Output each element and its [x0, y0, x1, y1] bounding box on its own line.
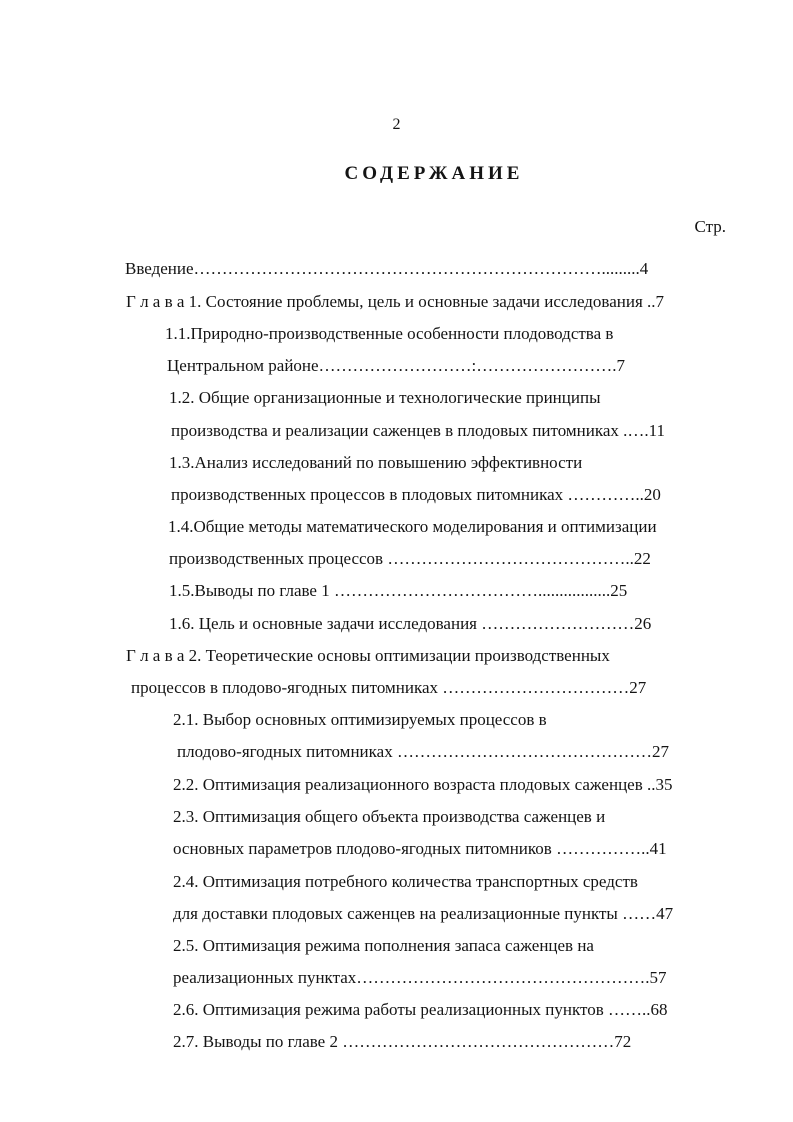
toc-line: производственных процессов ……………………………………..22 [169, 549, 651, 568]
toc-line: 2.6. Оптимизация режима работы реализационных пунктов ……..68 [173, 1000, 668, 1019]
page-title: СОДЕРЖАНИЕ [344, 163, 524, 184]
toc-line: для доставки плодовых саженцев на реализационные пункты ……47 [173, 904, 674, 923]
toc-line: производства и реализации саженцев в плодовых питомниках .….11 [171, 421, 666, 440]
toc-line: Центральном районе………………………:…………………….7 [167, 356, 626, 375]
toc-line: 2.2. Оптимизация реализационного возраста плодовых саженцев ..35 [173, 775, 673, 794]
toc-line: 1.6. Цель и основные задачи исследования ………………………26 [169, 614, 652, 633]
toc-line: 1.4.Общие методы математического моделирования и оптимизации [168, 517, 657, 536]
toc-line: плодово-ягодных питомниках ………………………………………27 [177, 742, 669, 761]
toc-line: 2.3. Оптимизация общего объекта производства саженцев и [173, 807, 606, 826]
page-column-label: Стр. [694, 217, 726, 236]
toc-line: производственных процессов в плодовых питомниках …………..20 [171, 485, 661, 504]
toc-line: Г л а в а 2. Теоретические основы оптимизации производственных [126, 646, 610, 665]
toc-line: Г л а в а 1. Состояние проблемы, цель и основные задачи исследования ..7 [126, 292, 665, 311]
toc-line: 2.4. Оптимизация потребного количества транспортных средств [173, 872, 638, 891]
toc-line: 1.1.Природно-производственные особенности плодоводства в [165, 324, 614, 343]
toc-line: 1.3.Анализ исследований по повышению эффективности [169, 453, 583, 472]
toc-line: Введение……………………………………………………………….........4 [125, 259, 649, 278]
page-number: 2 [392, 116, 401, 133]
toc-line: 1.5.Выводы по главе 1 ……………………………….................25 [169, 581, 628, 600]
toc-line: 2.1. Выбор основных оптимизируемых процессов в [173, 710, 547, 729]
toc-line: основных параметров плодово-ягодных питомников ……………..41 [173, 839, 667, 858]
toc-line: 1.2. Общие организационные и технологические принципы [169, 388, 601, 407]
toc-line: 2.7. Выводы по главе 2 …………………………………………72 [173, 1032, 632, 1051]
toc-line: 2.5. Оптимизация режима пополнения запаса саженцев на [173, 936, 594, 955]
toc-line: реализационных пунктах…………………………………………….57 [173, 968, 667, 987]
toc-line: процессов в плодово-ягодных питомниках ……………………………27 [131, 678, 647, 697]
